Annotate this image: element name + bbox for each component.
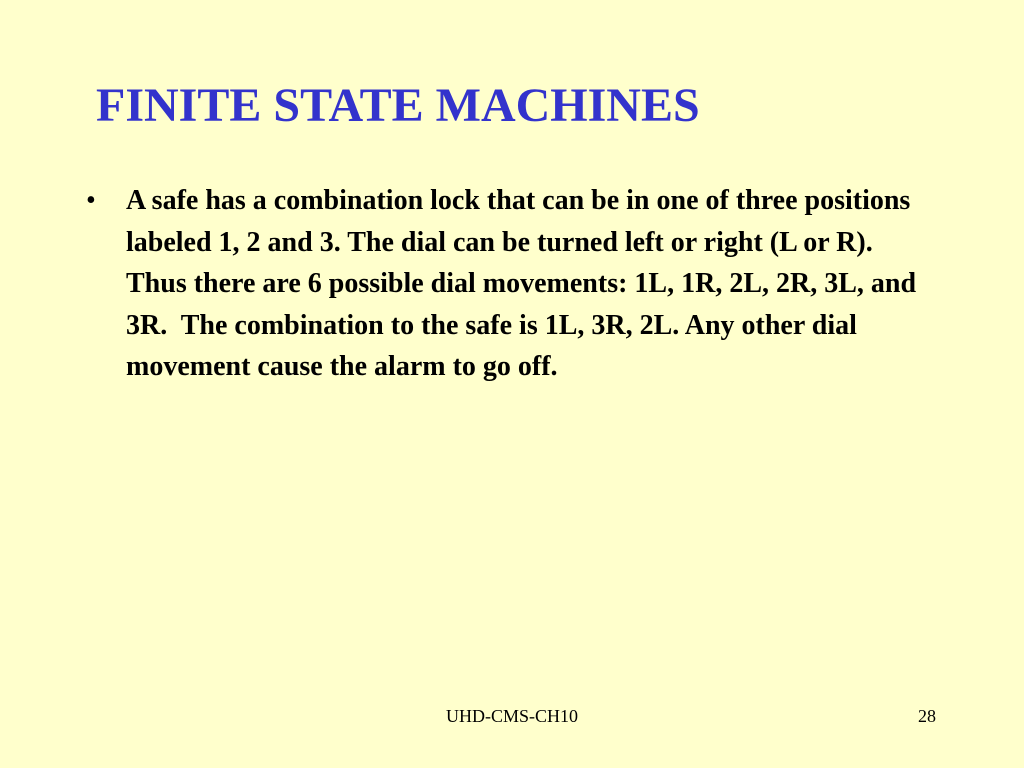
- footer-label: UHD-CMS-CH10: [445, 706, 578, 726]
- slide-title: FINITE STATE MACHINES: [96, 79, 700, 132]
- bullet-list: [80, 180, 930, 388]
- bullet-text: A safe has a combination lock that can be in one of three positions labeled 1, 2 and 3. The dial can be turned left or right (L or R). Thus there are 6 possible dial movements: 1L, 1R, 2L, 2R, 3L, and 3R. The combination to the safe is 1L, 3R, 2L. Any other dial movement cause the alarm to go off.: [126, 185, 924, 382]
- bullet-item: [80, 180, 930, 388]
- page-number: 28: [918, 706, 936, 726]
- bullet-marker: •: [86, 185, 96, 216]
